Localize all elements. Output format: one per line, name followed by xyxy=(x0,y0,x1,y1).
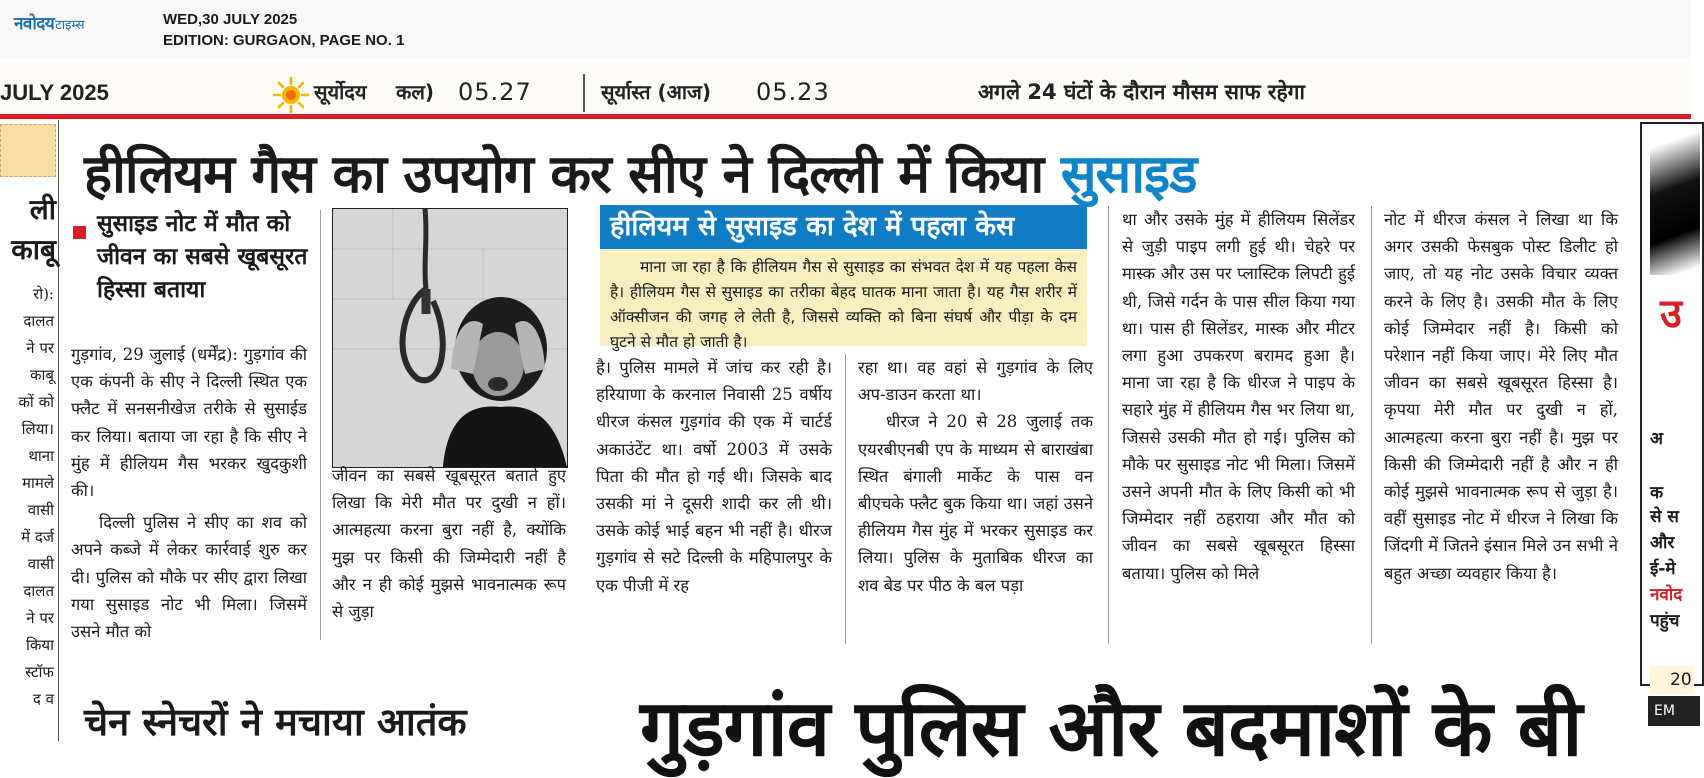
right-fragment-line: और xyxy=(1650,533,1675,553)
next-story-headline-left[interactable]: चेन स्नेचरों ने मचाया आतंक xyxy=(84,700,467,744)
sunrise-time: 05.27 xyxy=(458,78,532,106)
left-fragment-line: मामले xyxy=(22,474,54,492)
left-fragment-line: स्टॉफ xyxy=(25,663,54,681)
right-fragment-line: पहुंच xyxy=(1650,611,1680,631)
weather-note: अगले 24 घंटों के दौरान मौसम साफ रहेगा xyxy=(978,80,1305,104)
logo-sub-text: टाइम्स xyxy=(55,18,85,33)
left-fragment-line: में दर्ज xyxy=(21,528,54,546)
headline-highlight-text: सुसाइड xyxy=(1060,144,1197,205)
left-fragment-line: दालत xyxy=(23,312,54,330)
column-4-paragraph-2: धीरज ने 20 से 28 जुलाई तक एयरबीएनबी एप के माध्यम से बाराखंबा स्थित बंगाली मार्केट के पास वन बीएचके फ्लैट बुक किया था। जहां उसने हीलियम गैस मुंह में भरकर सुसाइड कर लिया। पुलिस के मुताबिक धीरज का शव बेड पर पीठ के बल पड़ा xyxy=(858,412,1093,595)
story-column-6: नोट में धीरज कंसल ने लिखा था कि अगर उसकी फेसबुक पोस्ट डिलीट हो जाए, तो यह नोट उसके विचार व्यक्त करने के लिए है। उसकी मौत के लिए कोई जिम्मेदार नहीं है। किसी को परेशान नहीं किया जाए। मेरे लिए मौत जीवन का सबसे खूबसूरत हिस्सा है। कृपया मेरी मौत पर दुखी न हों, आत्महत्या करना बुरा नहीं है। मुझ पर किसी की जिम्मेदारी नहीं है और न ही कोई मुझसे भावनात्मक रूप से जुड़ा है। वहीं सुसाइड नोट में धीरज ने लिखा कि जिंदगी में जितने इंसान मिले उन सभी ने बहुत अच्छा व्यवहार किया है। xyxy=(1384,210,1618,583)
right-fragment-red: उ xyxy=(1660,291,1682,337)
right-fragment-line: नवोद xyxy=(1650,585,1683,605)
story-photo[interactable] xyxy=(332,208,568,468)
logo-main-text: नवोदय xyxy=(14,14,55,34)
left-adjacent-column xyxy=(0,120,59,741)
left-fragment-big: ली xyxy=(29,193,56,226)
column-4-paragraph-1: रहा था। वह वहां से गुड़गांव के लिए अप-डाउन करता था। xyxy=(858,358,1093,405)
newspaper-page xyxy=(0,58,1692,774)
sunset-label: सूर्यास्त (आज) xyxy=(601,80,712,104)
masthead-band xyxy=(0,58,1691,118)
column-1-paragraph-2: दिल्ली पुलिस ने सीए का शव को अपने कब्जे में लेकर कार्रवाई शुरु कर दी। पुलिस को मौके पर सीए द्वारा लिखा गया सुसाइड नोट भी मिला। जिसमें उसने मौत को xyxy=(71,513,307,642)
left-fragment-line: वासी xyxy=(27,501,54,519)
left-fragment-line: ने पर xyxy=(26,609,54,627)
column-divider xyxy=(845,354,846,644)
edition-page: EDITION: GURGAON, PAGE NO. 1 xyxy=(163,32,405,49)
right-fragment-line: से स xyxy=(1650,507,1679,527)
left-fragment-line: कों को xyxy=(18,393,54,411)
info-box-title: हीलियम से सुसाइड का देश में पहला केस xyxy=(600,205,1087,249)
next-story-headline-right[interactable]: गुड़गांव पुलिस और बदमाशों के बी xyxy=(640,684,1582,774)
noose-woman-illustration xyxy=(333,209,567,467)
story-column-4 xyxy=(858,354,1093,599)
left-fragment-line: किया xyxy=(26,636,54,654)
left-fragment-line: दालत xyxy=(23,582,54,600)
left-fragment-line: काबू xyxy=(30,366,54,384)
right-fragment-badge: EM xyxy=(1648,696,1700,726)
edition-info xyxy=(163,9,404,51)
left-yellow-box xyxy=(0,124,56,177)
left-fragment-line: थाना xyxy=(28,447,54,465)
masthead-red-rule xyxy=(0,114,1691,119)
sun-icon xyxy=(273,77,309,113)
story-column-1 xyxy=(71,341,307,645)
column-1-paragraph-1: गुड़गांव, 29 जुलाई (धर्मेंद्र): गुड़गांव की एक कंपनी के सीए ने दिल्ली स्थित एक फ्लैट में सनसनीखेज तरीके से सुसाईड कर लिया। बताया जा रहा है कि सीए ने मुंह में हीलियम गैस भरकर खुदकुशी की। xyxy=(71,345,307,501)
left-fragment-line: लिया। xyxy=(21,420,54,438)
left-fragment-line: द व xyxy=(32,690,54,708)
story-column-3: है। पुलिस मामले में जांच कर रही है। हरियाणा के करनाल निवासी 25 वर्षीय धीरज कंसल गुड़गांव की एक में चार्टर्ड अकाउंटेंट था। वर्षो 2003 में उसके पिता की मौत हो गई थी। जिसके बाद उसकी मां ने दूसरी शादी कर ली थी। उसके कोई भाई बहन भी नहीं है। धीरज गुड़गांव से सटे दिल्ली के महिपालपुर के एक पीजी में रह xyxy=(596,358,832,595)
story-column-2: जीवन का सबसे खूबसूरत बताते हुए लिखा कि मेरी मौत पर दुखी न हों। आत्महत्या करना बुरा नहीं है, क्योंकि मुझ पर किसी की जिम्मेदारी नहीं है और न ही कोई मुझसे भावनात्मक रूप से जुड़ा xyxy=(332,466,566,622)
right-fragment-line: क xyxy=(1650,483,1664,503)
story-headline[interactable] xyxy=(84,135,1197,208)
right-fragment-line: ई-मे xyxy=(1650,559,1676,579)
right-ad-image xyxy=(1650,132,1700,275)
story-subhead: सुसाइड नोट में मौत को जीवन का सबसे खूबसूरत हिस्सा बताया xyxy=(97,211,308,303)
right-fragment-date: 20 xyxy=(1650,666,1694,694)
right-adjacent-column xyxy=(1640,122,1704,719)
viewer-header xyxy=(0,0,1691,58)
navodaya-times-logo[interactable] xyxy=(14,11,85,33)
edition-date: WED,30 JULY 2025 xyxy=(163,11,298,28)
column-divider xyxy=(320,210,321,640)
sunrise-day: कल) xyxy=(396,80,435,104)
left-fragment-line: वासी xyxy=(27,555,54,573)
sunrise-label: सूर्योदय xyxy=(314,80,367,104)
subhead-bullet-icon xyxy=(73,226,86,239)
left-fragment-big: काबू xyxy=(11,233,56,266)
info-box-text: माना जा रहा है कि हीलियम गैस से सुसाइड का संभवत देश में यह पहला केस है। हीलियम गैस से सुसाइड का तरीका बेहद घातक माना जाता है। यह गैस शरीर में ऑक्सीजन की जगह ले लेती है, जिससे व्यक्ति को बिना संघर्ष और पीड़ा के दम घुटने से मौत हो जाती है। xyxy=(610,258,1077,351)
left-fragment-line: ने पर xyxy=(26,339,54,357)
headline-main-text: हीलियम गैस का उपयोग कर सीए ने दिल्ली में किया xyxy=(84,144,1061,205)
info-box xyxy=(600,249,1087,351)
sunset-time: 05.23 xyxy=(756,78,830,106)
story-column-5: था और उसके मुंह में हीलियम सिलेंडर से जुड़ी पाइप लगी हुई थी। चेहरे पर मास्क और उस पर प्लास्टिक लिपटी हुई थी, जिसे गर्दन के पास सील किया गया था। पास ही सिलेंडर, मास्क और मीटर लगा हुआ उपकरण बरामद हुआ है। माना जा रहा है कि धीरज ने पाइप के सहारे मुंह में हीलियम गैस भर लिया था, जिससे उसकी मौत हो गई। पुलिस को मौके पर सुसाइड नोट भी मिला। जिसमें उसने अपनी मौत के लिए किसी को भी जिम्मेदार नहीं ठहराया और मौत को जीवन का सबसे खूबसूरत हिस्सा बताया। पुलिस को मिले xyxy=(1122,210,1355,583)
left-fragment-line: रो): xyxy=(33,285,54,303)
column-divider xyxy=(1371,206,1372,644)
weather-divider xyxy=(583,74,585,112)
right-fragment-line: अ xyxy=(1650,429,1663,449)
column-divider xyxy=(1108,206,1109,644)
page-date-strip: JULY 2025 xyxy=(0,80,109,105)
